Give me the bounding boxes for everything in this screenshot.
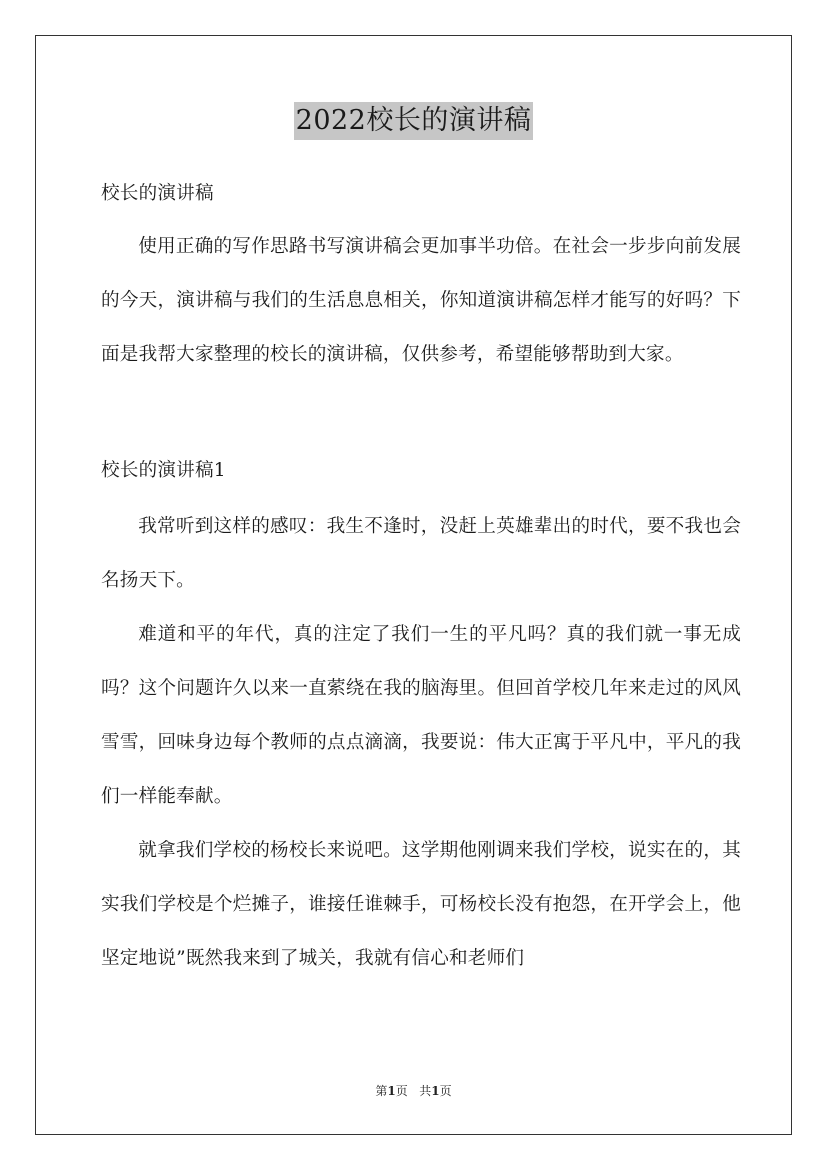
- document-body: [101, 175, 741, 986]
- body-paragraph-1: 我常听到这样的感叹：我生不逢时，没赶上英雄辈出的时代，要不我也会名扬天下。: [101, 516, 741, 591]
- page-footer: [0, 1082, 827, 1099]
- body-paragraph-2: 难道和平的年代，真的注定了我们一生的平凡吗？真的我们就一事无成吗？这个问题许久以来一直萦绕在我的脑海里。但回首学校几年来走过的风风雪雪，回味身边每个教师的点点滴滴，我要说：伟大正寓于平凡中，平凡的我们一样能奉献。: [101, 624, 741, 807]
- footer-total-prefix: 共: [419, 1084, 432, 1098]
- footer-page-suffix: 页: [395, 1084, 408, 1098]
- intro-paragraph: 使用正确的写作思路书写演讲稿会更加事半功倍。在社会一步步向前发展的今天，演讲稿与我们的生活息息相关，你知道演讲稿怎样才能写的好吗？下面是我帮大家整理的校长的演讲稿，仅供参考，希望能够帮助到大家。: [101, 236, 741, 365]
- body-paragraph-3: 就拿我们学校的杨校长来说吧。这学期他刚调来我们学校，说实在的，其实我们学校是个烂摊子，谁接任谁棘手，可杨校长没有抱怨，在开学会上，他坚定地说”既然我来到了城关，我就有信心和老师们: [101, 840, 741, 969]
- footer-total-pages: 1: [431, 1084, 440, 1098]
- footer-page-number: 1: [387, 1084, 396, 1098]
- title-container: [0, 102, 827, 140]
- section-heading-1: 校长的演讲稿1: [101, 460, 226, 481]
- section-heading-intro: 校长的演讲稿: [101, 183, 214, 204]
- footer-page-prefix: 第: [375, 1084, 388, 1098]
- document-title: 2022校长的演讲稿: [294, 102, 534, 140]
- footer-total-suffix: 页: [439, 1084, 452, 1098]
